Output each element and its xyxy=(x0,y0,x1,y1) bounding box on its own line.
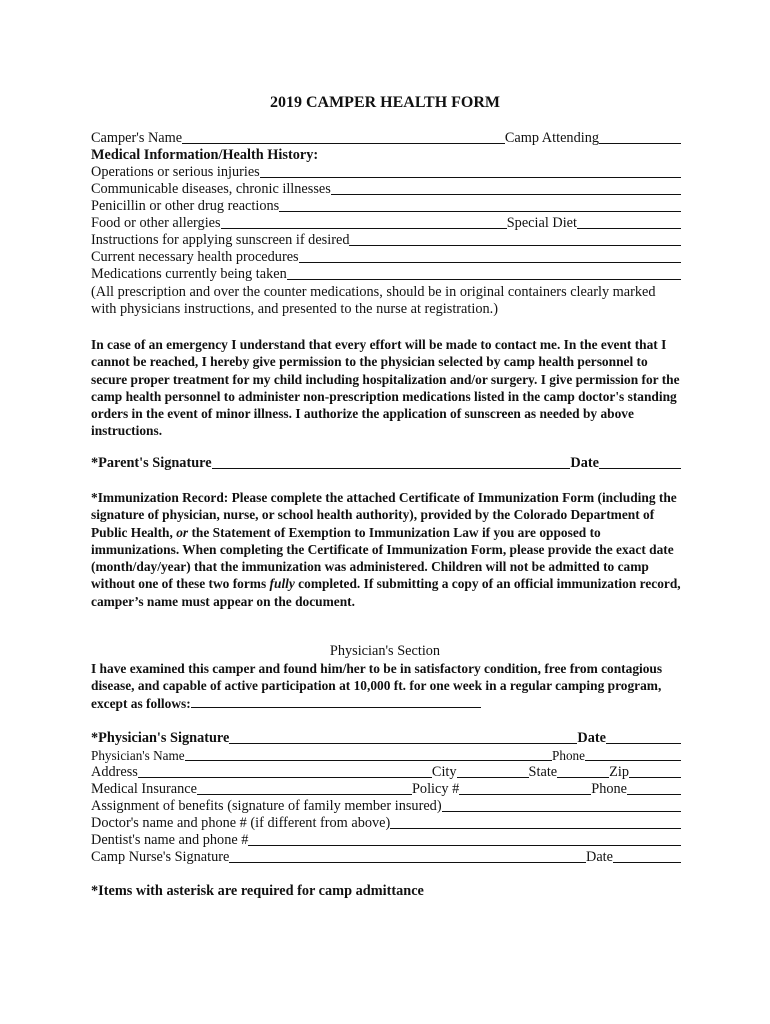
insurance-label: Medical Insurance xyxy=(91,781,197,797)
operations-label: Operations or serious injuries xyxy=(91,164,260,180)
nurse-date-field[interactable] xyxy=(613,862,681,863)
address-label: Address xyxy=(91,764,138,780)
address-field[interactable] xyxy=(138,777,432,778)
physician-section-heading: Physician's Section xyxy=(329,643,441,659)
campers-name-field[interactable] xyxy=(182,143,505,144)
penicillin-field[interactable] xyxy=(279,211,681,212)
city-label: City xyxy=(431,764,457,780)
medical-heading-row xyxy=(91,147,681,164)
insurance-phone-label: Phone xyxy=(591,781,627,797)
parent-signature-label: *Parent's Signature xyxy=(91,455,212,471)
doctor-field[interactable] xyxy=(390,828,681,829)
campers-name-row xyxy=(91,130,681,147)
nurse-signature-field[interactable] xyxy=(229,862,586,863)
nurse-label: Camp Nurse's Signature xyxy=(91,849,230,865)
medication-note: (All prescription and over the counter medications, should be in original containers clearly marked with physicians instructions, and presented to the nurse at registration.) xyxy=(91,284,656,318)
parent-signature-field[interactable] xyxy=(212,468,571,469)
city-field[interactable] xyxy=(457,777,529,778)
physician-statement: I have examined this camper and found him/her to be in satisfactory condition, free from contagious disease, and capable of active participation at 10,000 ft. for one week in a regular camping program, except as follows: xyxy=(91,661,663,711)
immunization-text-2: the Statement of Exemption to Immunization Law if you are opposed to immunizations. When completing the Certificate of Immunization Form, please provide the exact date (month/day/year) that the immunization was administered. Children will not be admitted to camp without one of these two forms xyxy=(91,524,674,592)
dentist-field[interactable] xyxy=(248,845,681,846)
sunscreen-label: Instructions for applying sunscreen if desired xyxy=(91,232,350,248)
special-diet-label: Special Diet xyxy=(506,215,577,231)
insurance-row xyxy=(91,781,681,798)
immunization-text-3: completed. If submitting a copy of an official immunization record, camper’s name must appear on the document. xyxy=(91,576,681,609)
camp-attending-field[interactable] xyxy=(599,143,681,144)
immunization-text-1: *Immunization Record: Please complete the attached Certificate of Immunization Form (including the signature of physician, nurse, or school health authority), provided by the Colorado Department of Public Health, xyxy=(91,490,677,540)
food-allergies-label: Food or other allergies xyxy=(91,215,221,231)
insurance-phone-field[interactable] xyxy=(627,794,681,795)
physician-name-row xyxy=(91,747,681,764)
sunscreen-field[interactable] xyxy=(349,245,681,246)
dentist-label: Dentist's name and phone # xyxy=(91,832,249,848)
immunization-or: or xyxy=(176,524,189,540)
special-diet-field[interactable] xyxy=(577,228,681,229)
zip-label: Zip xyxy=(609,764,629,780)
assignment-row xyxy=(91,798,681,815)
communicable-label: Communicable diseases, chronic illnesses xyxy=(91,181,331,197)
penicillin-label: Penicillin or other drug reactions xyxy=(91,198,280,214)
communicable-field[interactable] xyxy=(331,194,681,195)
immunization-paragraph xyxy=(91,489,681,610)
dentist-row xyxy=(91,832,681,849)
campers-name-label: Camper's Name xyxy=(91,130,183,146)
parent-date-label: Date xyxy=(570,455,599,471)
medical-heading: Medical Information/Health History: xyxy=(91,147,319,163)
address-row xyxy=(91,764,681,781)
physician-exceptions-field[interactable] xyxy=(191,706,481,708)
medications-label: Medications currently being taken xyxy=(91,266,287,282)
footer-note: *Items with asterisk are required for camp admittance xyxy=(91,883,424,899)
operations-field[interactable] xyxy=(260,177,681,178)
health-procedures-row xyxy=(91,249,681,266)
communicable-row xyxy=(91,181,681,198)
medications-field[interactable] xyxy=(287,279,681,280)
food-allergies-row xyxy=(91,215,681,232)
footer-note-row xyxy=(91,883,681,900)
operations-row xyxy=(91,164,681,181)
camp-attending-label: Camp Attending xyxy=(504,130,599,146)
doctor-row xyxy=(91,815,681,832)
penicillin-row xyxy=(91,198,681,215)
assignment-label: Assignment of benefits (signature of family member insured) xyxy=(91,798,442,814)
zip-field[interactable] xyxy=(629,777,681,778)
physician-signature-label: *Physician's Signature xyxy=(91,730,230,746)
health-procedures-label: Current necessary health procedures xyxy=(91,249,299,265)
state-label: State xyxy=(528,764,558,780)
physician-signature-field[interactable] xyxy=(229,743,577,744)
food-allergies-field[interactable] xyxy=(221,228,507,229)
nurse-date-label: Date xyxy=(586,849,613,865)
physician-name-field[interactable] xyxy=(185,760,552,761)
health-procedures-field[interactable] xyxy=(299,262,681,263)
doctor-label: Doctor's name and phone # (if different from above) xyxy=(91,815,391,831)
physician-phone-label: Phone xyxy=(552,748,585,763)
state-field[interactable] xyxy=(557,777,609,778)
sunscreen-row xyxy=(91,232,681,249)
policy-label: Policy # xyxy=(411,781,460,797)
policy-field[interactable] xyxy=(459,794,591,795)
physician-signature-row xyxy=(91,730,681,747)
immunization-fully: fully xyxy=(269,576,295,592)
parent-signature-row xyxy=(91,455,681,472)
parent-date-field[interactable] xyxy=(599,468,681,469)
physician-name-label: Physician's Name xyxy=(91,748,185,763)
nurse-row xyxy=(91,849,681,866)
physician-phone-field[interactable] xyxy=(585,760,681,761)
medications-row xyxy=(91,266,681,283)
form-title: 2019 CAMPER HEALTH FORM xyxy=(269,94,501,111)
insurance-field[interactable] xyxy=(197,794,412,795)
assignment-field[interactable] xyxy=(442,811,681,812)
physician-statement-block xyxy=(91,660,676,712)
physician-date-field[interactable] xyxy=(606,743,681,744)
physician-date-label: Date xyxy=(577,730,606,746)
emergency-paragraph: In case of an emergency I understand that every effort will be made to contact me. In the event that I cannot be reached, I hereby give permission to the physician selected by camp health personnel to secure proper treatment for my child including hospitalization and/or surgery. I give permission for the camp health personnel to administer non-prescription medications listed in the camp doctor's standing orders in the event of minor illness. I authorize the application of sunscreen as needed by above instructions. xyxy=(91,337,680,439)
